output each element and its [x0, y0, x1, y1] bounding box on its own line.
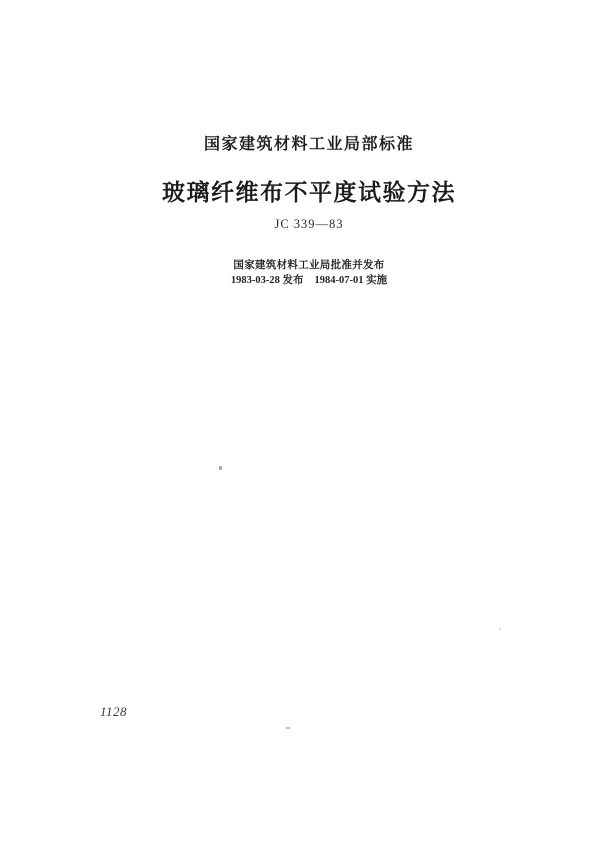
document-title: 玻璃纤维布不平度试验方法 — [162, 180, 456, 205]
standard-category-heading: 国家建筑材料工业局部标准 — [203, 136, 415, 153]
publication-dates — [231, 272, 387, 287]
scan-artifact-speck — [219, 466, 222, 470]
standard-number: JC 339—83 — [274, 217, 344, 231]
issuing-authority: 国家建筑材料工业局批准并发布 — [233, 260, 385, 271]
page-number: 1128 — [100, 704, 128, 719]
scan-artifact-speck — [499, 628, 501, 630]
issue-date: 1983-03-28 发布 — [230, 275, 304, 286]
implementation-date: 1984-07-01 实施 — [314, 275, 388, 286]
scan-artifact-speck — [286, 727, 290, 729]
